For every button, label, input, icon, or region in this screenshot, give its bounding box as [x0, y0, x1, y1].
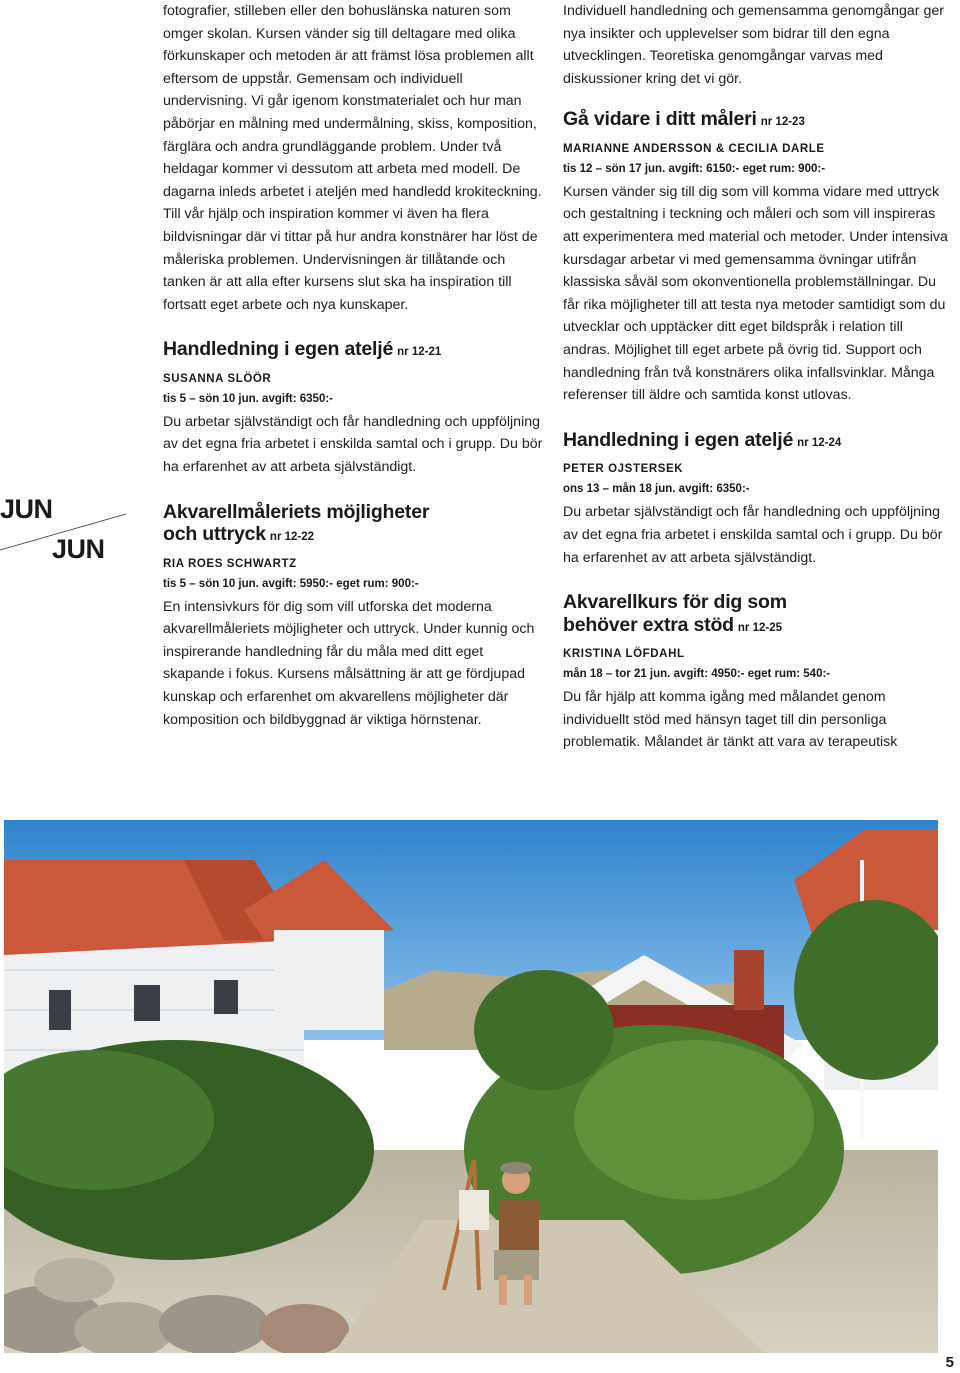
course-title — [563, 108, 948, 134]
course-meta: tis 5 – sön 10 jun. avgift: 5950:- eget rum: 900:- — [163, 577, 419, 590]
course-number: nr 12-22 — [269, 531, 315, 544]
course-teacher: KRISTINA LÖFDAHL — [563, 648, 685, 661]
course-number: nr 12-24 — [797, 436, 842, 449]
right-intro-paragraph: Individuell handledning och gemensamma genomgångar ger nya insikter och upplevelser som bidrar till den egna utvecklingen. Teoretiska genomgångar varvas med diskussioner kring det vi gör. — [563, 3, 944, 87]
month-label-top: JUN — [0, 494, 53, 524]
course-teacher: MARIANNE ANDERSSON & CECILIA DARLE — [563, 142, 825, 155]
course-title-line1: Akvarellkurs för dig som — [563, 591, 787, 614]
course-title-line2: och uttryck — [163, 523, 266, 546]
page-number: 5 — [945, 1354, 954, 1371]
course-title-line2: behöver extra stöd — [563, 613, 734, 636]
left-intro-paragraph: fotografier, stilleben eller den bohuslänska naturen som omger skolan. Kursen vänder sig till deltagare med olika förkunskaper och metoden är att främst lösa problemen allt eftersom de uppstår. Gemensam och individuell undervisning. Vi går igenom konstmaterialet och hur man påbörjar en målning med undermålning, skiss, komposition, färglära och andra grundläggande problem. Under två heldagar kommer vi dessutom att arbeta med modell. De dagarna inleds arbetet i ateljén med handledd krokiteckning. Till vår hjälp och inspiration kommer vi även ha flera bildvisningar där vi tittar på hur andra konstnärer har löst de måleriska problemen. Undervisningen är tillåtande och tanken är att alla efter kursens slut ska ha inspiration till fortsatt eget arbete och nya kunskaper. — [163, 3, 542, 313]
course-title — [563, 429, 948, 455]
course-description: Du får hjälp att komma igång med målandet genom individuellt stöd med hänsyn taget till din personliga problematik. Målandet är tänkt att vara av terapeutisk — [563, 689, 898, 751]
course-description: En intensivkurs för dig som vill utforska det moderna akvarellmåleriets möjligheter och uttryck. Under kunnig och inspirerande handledning får du måla med ditt eget skapande i fokus. Kursens målsättning är att ge fördjupad kunskap och erfarenhet om akvarellens möjligheter där komposition och bildbyggnad är viktiga hörnstenar. — [163, 598, 535, 728]
window — [134, 985, 160, 1021]
course-title-text: Gå vidare i ditt måleri — [563, 108, 757, 131]
window — [49, 990, 71, 1030]
course-12-25 — [563, 591, 948, 754]
course-teacher: SUSANNA SLÖÖR — [163, 372, 272, 385]
course-meta: mån 18 – tor 21 jun. avgift: 4950:- eget rum: 540:- — [563, 668, 831, 681]
month-marker — [0, 490, 130, 580]
course-teacher: PETER OJSTERSEK — [563, 463, 684, 476]
course-title-line1: Akvarellmåleriets möjligheter — [163, 500, 430, 523]
course-number: nr 12-25 — [737, 621, 782, 634]
course-teacher: RIA ROES SCHWARTZ — [163, 557, 297, 570]
course-12-21 — [163, 338, 548, 478]
course-title-text: Handledning i egen ateljé — [563, 428, 794, 451]
month-label-bottom: JUN — [52, 534, 105, 564]
big-shrub-highlight — [574, 1040, 814, 1200]
course-number: nr 12-23 — [760, 116, 805, 129]
course-description: Kursen vänder sig till dig som vill komma vidare med uttryck och gestaltning i teckning och måleri och som vill inspireras att experimentera med material och metoder. Under intensiva kursdagar arbetar vi med gemensamma övningar utifrån klassiska såväl som okonventionella problemställningar. Du får rika möjligheter till att testa nya metoder samtidigt som du utvecklar och upptäcker ditt eget bildspråk i relation till andras. Möjlighet till eget arbete på övrig tid. Support och handledning från två konstnärers olika infallsvinklar. Många referenser till äldre och samtida konst utlovas. — [563, 183, 948, 404]
second-house — [274, 930, 384, 1030]
left-column — [163, 0, 548, 731]
course-12-24 — [563, 429, 948, 569]
course-meta: ons 13 – mån 18 jun. avgift: 6350:- — [563, 483, 750, 496]
photo-illustration — [4, 820, 938, 1353]
course-meta: tis 5 – sön 10 jun. avgift: 6350:- — [163, 392, 333, 405]
course-description: Du arbetar självständigt och får handledning och uppföljning av det egna fria arbetet i enskilda samtal och i grupp. Du bör ha erfarenhet av att arbeta självständigt. — [563, 504, 943, 566]
right-column — [563, 0, 948, 754]
course-title — [163, 501, 548, 549]
course-number: nr 12-21 — [397, 346, 442, 359]
course-title-text: Handledning i egen ateljé — [163, 338, 394, 361]
window — [214, 980, 238, 1014]
course-12-22 — [163, 501, 548, 732]
course-description: Du arbetar självständigt och får handledning och uppföljning av det egna fria arbetet i enskilda samtal och i grupp. Du bör ha erfarenhet av att arbeta självständigt. — [163, 413, 543, 475]
chimney — [734, 950, 764, 1010]
tree-behind-cottage — [474, 970, 614, 1090]
course-meta: tis 12 – sön 17 jun. avgift: 6150:- eget rum: 900:- — [563, 162, 826, 175]
course-title — [563, 591, 948, 639]
course-title — [163, 338, 548, 364]
painter-landscape-photo — [4, 820, 938, 1353]
course-12-23 — [563, 108, 948, 406]
